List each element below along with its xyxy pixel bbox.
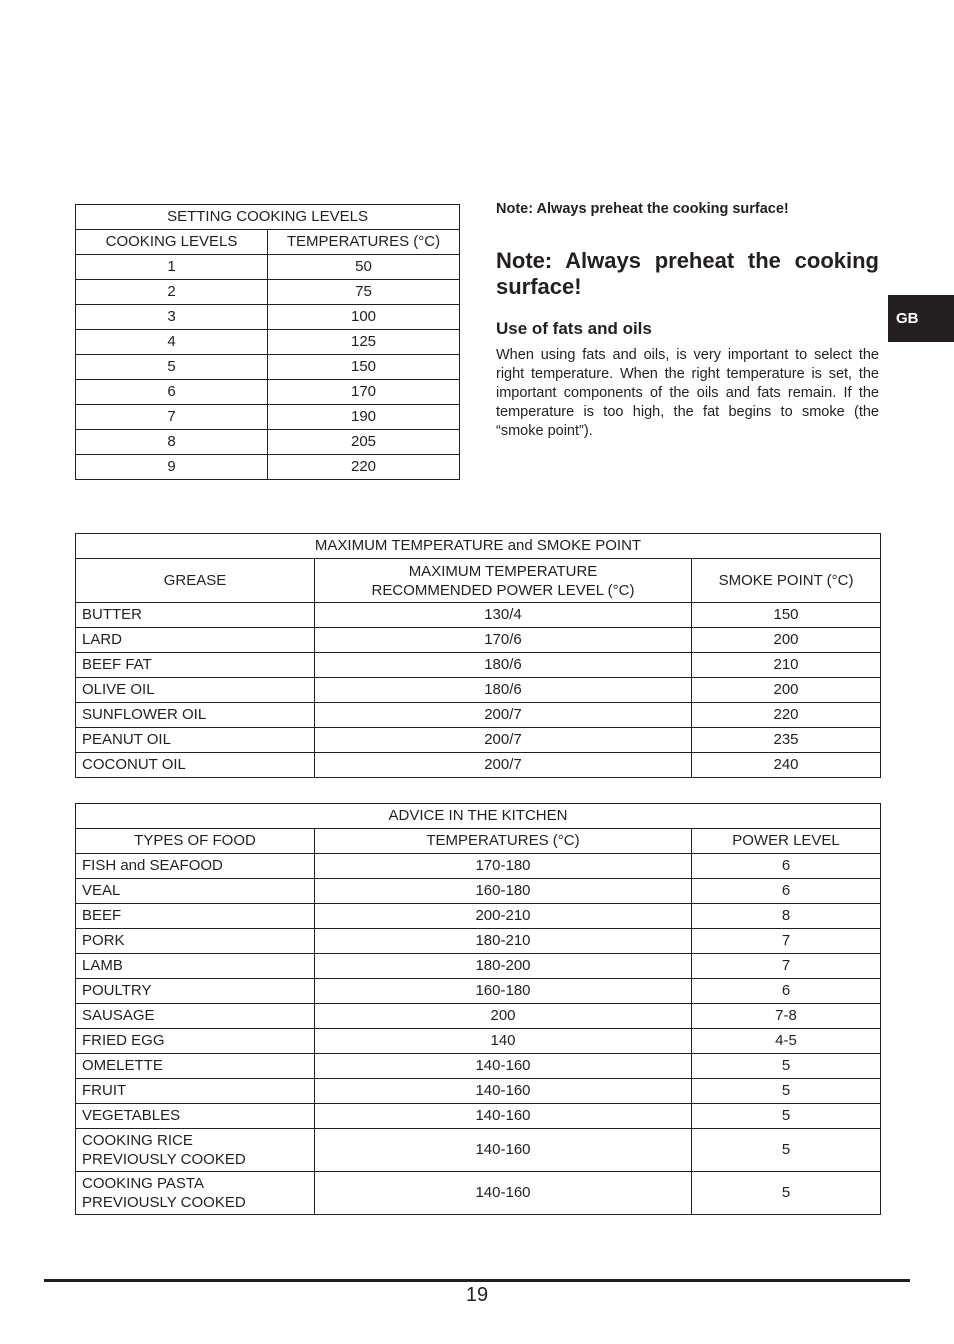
table-row bbox=[76, 1172, 881, 1215]
max-temp-cell: 180/6 bbox=[315, 678, 692, 703]
grease-cell: BEEF FAT bbox=[76, 653, 315, 678]
max-temp-cell: 200/7 bbox=[315, 753, 692, 778]
table-row bbox=[76, 280, 460, 305]
cooking-level-cell: 3 bbox=[76, 305, 268, 330]
max-temp-cell: 200/7 bbox=[315, 703, 692, 728]
cooking-levels-table bbox=[75, 204, 460, 480]
smoke-header-smoke-point: SMOKE POINT (°C) bbox=[692, 559, 881, 603]
preheat-note-heading: Note: Always preheat the cooking surface! bbox=[496, 248, 879, 299]
table-row bbox=[76, 1079, 881, 1104]
table-row bbox=[76, 753, 881, 778]
fats-oils-heading: Use of fats and oils bbox=[496, 319, 652, 338]
grease-cell: BUTTER bbox=[76, 603, 315, 628]
power-level-cell: 7 bbox=[692, 954, 881, 979]
temperature-cell: 100 bbox=[268, 305, 460, 330]
table-row bbox=[76, 1029, 881, 1054]
power-level-cell: 6 bbox=[692, 979, 881, 1004]
smoke-header-max-temp-line2: RECOMMENDED POWER LEVEL (°C) bbox=[371, 581, 635, 599]
table-row bbox=[76, 979, 881, 1004]
table-row bbox=[76, 653, 881, 678]
temperature-cell: 140-160 bbox=[315, 1104, 692, 1129]
max-temp-cell: 180/6 bbox=[315, 653, 692, 678]
power-level-cell: 8 bbox=[692, 904, 881, 929]
food-type-line1: COOKING PASTA bbox=[82, 1175, 204, 1192]
table-row bbox=[76, 904, 881, 929]
cooking-level-cell: 8 bbox=[76, 430, 268, 455]
food-type-cell bbox=[76, 1172, 315, 1215]
smoke-point-cell: 150 bbox=[692, 603, 881, 628]
temperature-cell: 170-180 bbox=[315, 854, 692, 879]
table-row bbox=[76, 1129, 881, 1172]
food-type-cell: FRUIT bbox=[76, 1079, 315, 1104]
footer-rule bbox=[44, 1279, 910, 1282]
grease-cell: COCONUT OIL bbox=[76, 753, 315, 778]
temperature-cell: 140-160 bbox=[315, 1129, 692, 1172]
power-level-cell: 7 bbox=[692, 929, 881, 954]
table-row bbox=[76, 603, 881, 628]
food-type-cell: POULTRY bbox=[76, 979, 315, 1004]
cooking-level-cell: 7 bbox=[76, 405, 268, 430]
levels-table-body bbox=[76, 255, 460, 480]
fats-oils-paragraph: When using fats and oils, is very important to select the right temperature. When the right temperature is set, the important components of the oils and fats remain. If the temperature is too high, the fat begins to smoke (the “smoke point”). bbox=[496, 347, 879, 439]
temperature-cell: 140-160 bbox=[315, 1054, 692, 1079]
smoke-header-max-temp bbox=[315, 559, 692, 603]
smoke-point-cell: 235 bbox=[692, 728, 881, 753]
temperature-cell: 205 bbox=[268, 430, 460, 455]
table-row bbox=[76, 879, 881, 904]
temperature-cell: 220 bbox=[268, 455, 460, 480]
temperature-cell: 160-180 bbox=[315, 979, 692, 1004]
food-type-cell: VEAL bbox=[76, 879, 315, 904]
advice-header-power: POWER LEVEL bbox=[692, 829, 881, 854]
table-row bbox=[76, 1104, 881, 1129]
cooking-level-cell: 6 bbox=[76, 380, 268, 405]
temperature-cell: 75 bbox=[268, 280, 460, 305]
power-level-cell: 6 bbox=[692, 879, 881, 904]
food-type-cell: VEGETABLES bbox=[76, 1104, 315, 1129]
advice-header-food: TYPES OF FOOD bbox=[76, 829, 315, 854]
grease-cell: SUNFLOWER OIL bbox=[76, 703, 315, 728]
temperature-cell: 160-180 bbox=[315, 879, 692, 904]
food-type-cell: OMELETTE bbox=[76, 1054, 315, 1079]
food-type-cell: PORK bbox=[76, 929, 315, 954]
power-level-cell: 4-5 bbox=[692, 1029, 881, 1054]
table-row bbox=[76, 305, 460, 330]
food-type-line1: COOKING RICE bbox=[82, 1132, 193, 1149]
table-row bbox=[76, 1004, 881, 1029]
cooking-level-cell: 9 bbox=[76, 455, 268, 480]
levels-header-temperature: TEMPERATURES (°C) bbox=[268, 230, 460, 255]
smoke-point-cell: 220 bbox=[692, 703, 881, 728]
cooking-level-cell: 5 bbox=[76, 355, 268, 380]
cooking-level-cell: 1 bbox=[76, 255, 268, 280]
table-row bbox=[76, 954, 881, 979]
temperature-cell: 140-160 bbox=[315, 1079, 692, 1104]
advice-table-body bbox=[76, 854, 881, 1215]
table-row bbox=[76, 355, 460, 380]
temperature-cell: 180-200 bbox=[315, 954, 692, 979]
power-level-cell: 6 bbox=[692, 854, 881, 879]
temperature-cell: 50 bbox=[268, 255, 460, 280]
table-row bbox=[76, 703, 881, 728]
food-type-cell bbox=[76, 1129, 315, 1172]
page-number: 19 bbox=[465, 1284, 489, 1306]
smoke-table-body bbox=[76, 603, 881, 778]
smoke-point-cell: 210 bbox=[692, 653, 881, 678]
table-row bbox=[76, 1054, 881, 1079]
food-type-cell: SAUSAGE bbox=[76, 1004, 315, 1029]
temperature-cell: 180-210 bbox=[315, 929, 692, 954]
levels-table-title: SETTING COOKING LEVELS bbox=[76, 205, 460, 230]
food-type-cell: LAMB bbox=[76, 954, 315, 979]
cooking-level-cell: 2 bbox=[76, 280, 268, 305]
smoke-table-title: MAXIMUM TEMPERATURE and SMOKE POINT bbox=[76, 534, 881, 559]
smoke-point-cell: 200 bbox=[692, 678, 881, 703]
table-row bbox=[76, 929, 881, 954]
food-type-cell: FISH and SEAFOOD bbox=[76, 854, 315, 879]
kitchen-advice-table bbox=[75, 803, 881, 1215]
grease-cell: OLIVE OIL bbox=[76, 678, 315, 703]
smoke-point-table bbox=[75, 533, 881, 778]
temperature-cell: 200-210 bbox=[315, 904, 692, 929]
power-level-cell: 7-8 bbox=[692, 1004, 881, 1029]
temperature-cell: 200 bbox=[315, 1004, 692, 1029]
temperature-cell: 170 bbox=[268, 380, 460, 405]
power-level-cell: 5 bbox=[692, 1129, 881, 1172]
table-row bbox=[76, 455, 460, 480]
table-row bbox=[76, 380, 460, 405]
table-row bbox=[76, 330, 460, 355]
power-level-cell: 5 bbox=[692, 1104, 881, 1129]
table-row bbox=[76, 255, 460, 280]
temperature-cell: 150 bbox=[268, 355, 460, 380]
food-type-cell: FRIED EGG bbox=[76, 1029, 315, 1054]
levels-header-level: COOKING LEVELS bbox=[76, 230, 268, 255]
max-temp-cell: 170/6 bbox=[315, 628, 692, 653]
food-type-cell: BEEF bbox=[76, 904, 315, 929]
temperature-cell: 125 bbox=[268, 330, 460, 355]
table-row bbox=[76, 854, 881, 879]
smoke-header-max-temp-line1: MAXIMUM TEMPERATURE bbox=[408, 562, 598, 580]
grease-cell: PEANUT OIL bbox=[76, 728, 315, 753]
power-level-cell: 5 bbox=[692, 1079, 881, 1104]
language-tab-gb: GB bbox=[888, 295, 954, 342]
table-row bbox=[76, 405, 460, 430]
temperature-cell: 140-160 bbox=[315, 1172, 692, 1215]
table-row bbox=[76, 430, 460, 455]
food-type-line2: PREVIOUSLY COOKED bbox=[82, 1194, 246, 1211]
table-row bbox=[76, 728, 881, 753]
smoke-header-grease: GREASE bbox=[76, 559, 315, 603]
cooking-level-cell: 4 bbox=[76, 330, 268, 355]
advice-table-title: ADVICE IN THE KITCHEN bbox=[76, 804, 881, 829]
advice-header-temperature: TEMPERATURES (°C) bbox=[315, 829, 692, 854]
power-level-cell: 5 bbox=[692, 1172, 881, 1215]
table-row bbox=[76, 628, 881, 653]
power-level-cell: 5 bbox=[692, 1054, 881, 1079]
smoke-point-cell: 200 bbox=[692, 628, 881, 653]
temperature-cell: 140 bbox=[315, 1029, 692, 1054]
smoke-point-cell: 240 bbox=[692, 753, 881, 778]
grease-cell: LARD bbox=[76, 628, 315, 653]
max-temp-cell: 200/7 bbox=[315, 728, 692, 753]
max-temp-cell: 130/4 bbox=[315, 603, 692, 628]
food-type-line2: PREVIOUSLY COOKED bbox=[82, 1151, 246, 1168]
table-row bbox=[76, 678, 881, 703]
preheat-note-small: Note: Always preheat the cooking surface! bbox=[496, 201, 789, 217]
temperature-cell: 190 bbox=[268, 405, 460, 430]
